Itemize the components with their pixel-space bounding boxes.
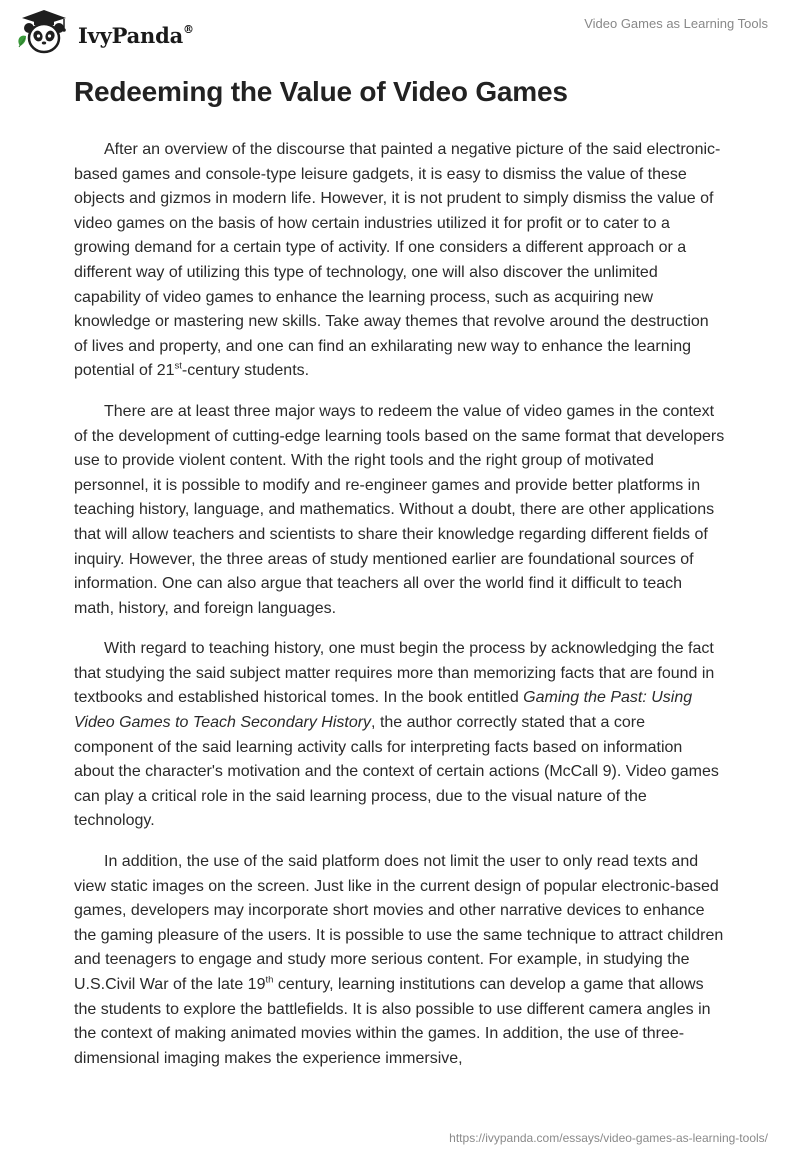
article-body xyxy=(74,72,726,1087)
source-url[interactable]: https://ivypanda.com/essays/video-games-as-learning-tools/ xyxy=(449,1131,768,1145)
ivypanda-logo[interactable] xyxy=(14,10,214,54)
paragraph-2: There are at least three major ways to redeem the value of video games in the context of the development of cutting-edge learning tools based on the same format that developers use to provide violent content. With the right tools and the right group of motivated personnel, it is possible to modify and re-engineer games and provide better platforms in teaching history, language, and mathematics. Without a doubt, there are other applications that will allow teachers and scientists to share their knowledge regarding different fields of inquiry. However, the three areas of study mentioned earlier are foundational sources of information. One can also argue that teachers all over the world find it difficult to teach math, history, and foreign languages. xyxy=(74,402,725,617)
paragraph-4: In addition, the use of the said platform does not limit the user to only read texts and view static images on the screen. Just like in the current design of popular electronic-based games, developers may incorporate short movies and other narrative devices to enhance the gaming pleasure of the users. It is possible to use the same technique to attract children and teenagers to engage and study more serious content. For example, in studying the U.S.Civil War of the late 19th century, learning institutions can develop a game that allows the students to explore the battlefields. It is also possible to use different camera angles in the context of making animated movies within the games. In addition, the use of three-dimensional imaging makes the experience immersive, xyxy=(74,853,724,1067)
panda-graduate-icon xyxy=(14,10,74,54)
book-title: Gaming the Past: Using Video Games to Teach Secondary History xyxy=(74,689,693,732)
logo-text: IvyPanda® xyxy=(78,23,194,48)
document-title: Video Games as Learning Tools xyxy=(584,16,768,31)
article-heading: Redeeming the Value of Video Games xyxy=(74,76,568,107)
paragraph-1: After an overview of the discourse that painted a negative picture of the said electronic-based games and console-type leisure gadgets, it is easy to dismiss the value of these objects and gizmos in modern life. However, it is not prudent to simply dismiss the value of video games on the basis of how certain industries utilized it for profit or to cater to a growing demand for a certain type of activity. If one considers a different approach or a different way of utilizing this type of technology, one will also discover the unlimited capability of video games to enhance the learning process, such as acquiring new knowledge or mastering new skills. Take away themes that revolve around the destruction of lives and property, and one can find an exhilarating new way to enhance the learning potential of 21st-century students. xyxy=(74,141,721,380)
paragraph-3: With regard to teaching history, one must begin the process by acknowledging the fact that studying the said subject matter requires more than memorizing facts that are found in textbooks and established historical tomes. In the book entitled Gaming the Past: Using Video Games to Teach Secondary History, the author correctly stated that a core component of the said learning activity calls for interpreting facts based on information about the character's motivation and the context of certain actions (McCall 9). Video games can play a critical role in the said learning process, due to the visual nature of the technology. xyxy=(74,640,719,830)
page-header xyxy=(0,0,800,60)
